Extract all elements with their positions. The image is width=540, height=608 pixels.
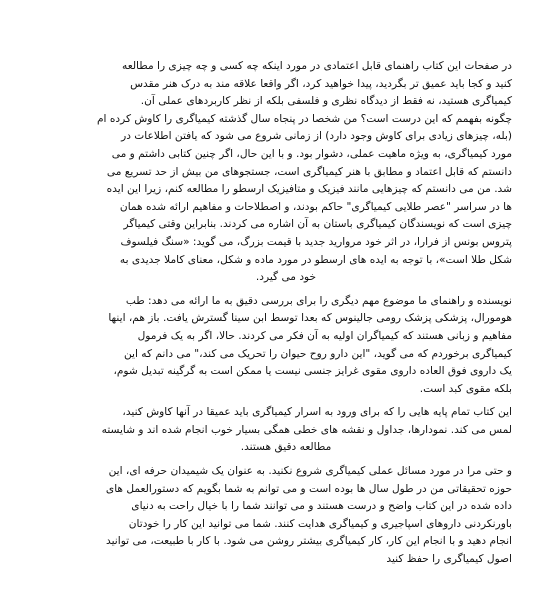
text-line: مطالعه دقیق هستند. bbox=[240, 441, 332, 454]
text-line: چگونه بفهمم که این درست است؟ من شخصا در پنجاه سال گذشته کیمیاگری را کاوش کرده ام bbox=[96, 112, 512, 125]
text-line: خود می گیرد. bbox=[255, 271, 317, 284]
text-line: باورنکردنی داروهای اسپاجیری و کیمیاگری هدایت کنند. شما می توانید این کار را خودتان bbox=[128, 517, 512, 530]
paragraph bbox=[60, 293, 512, 399]
text-line: کنید و کجا باید عمیق تر بگردید، پیدا خواهید کرد، اگر واقعا علاقه مند به درک هنر مقدس bbox=[130, 77, 512, 90]
text-line: در صفحات این کتاب راهنمای قابل اعتمادی در مورد اینکه چه کسی و چه چیزی را مطالعه bbox=[122, 60, 512, 72]
text-line: شد. من می دانستم که چیزهایی مانند فیزیک و متافیزیک ارسطو را مطالعه کنم، زیرا این ایده bbox=[106, 183, 512, 196]
paragraph bbox=[60, 463, 512, 569]
text-line: کیمیاگری هستید، نه فقط از دیدگاه نظری و فلسفی بلکه از نظر کاربردهای عملی آن. bbox=[140, 95, 512, 108]
paragraph bbox=[60, 404, 512, 457]
text-line: مورد کیمیاگری، به ویژه ماهیت عملی، دشوار بود. و با این حال، اگر چنین کتابی داشتم و می bbox=[111, 147, 512, 160]
text-line: اصول کیمیاگری را حفظ کنید bbox=[386, 553, 512, 566]
text-line: پتروس بونس از فرارا، در اثر خود مروارید جدید با قیمت بزرگ، می گوید: «سنگ فیلسوف bbox=[120, 235, 512, 248]
text-line: و حتی مرا در مورد مسائل عملی کیمیاگری شروع نکنید. به عنوان یک شیمیدان حرفه ای، این bbox=[108, 465, 512, 478]
text-line: حوزه تحقیقاتی من در طول سال ها بوده است و می توانم به شما بگویم که دستورالعمل های bbox=[105, 482, 512, 495]
paragraph bbox=[60, 58, 512, 287]
text-line: بلکه مقوی کبد است. bbox=[419, 382, 512, 395]
text-line: هومورال، پزشکی پزشک رومی جالینوس که بعدا توسط ابن سینا گسترش یافت. باز هم، اینها bbox=[108, 312, 512, 325]
text-line: یک داروی فوق العاده داروی مقوی غرایز جنسی نیست یا ممکن است به گرگینه تبدیل شوم، bbox=[113, 365, 512, 378]
text-line: ها در سراسر "عصر طلایی کیمیاگری" حاکم بودند، و اصطلاحات و مفاهیم ارائه شده همان bbox=[119, 200, 512, 213]
document-body bbox=[60, 58, 512, 575]
text-line: این کتاب تمام پایه هایی را که برای ورود به اسرار کیمیاگری باید عمیقا در آنها کاوش کنید، bbox=[122, 406, 512, 419]
text-line: مفاهیم و زبانی هستند که کیمیاگران اولیه به آن فکر می کردند. حالا، اگر به یک فرمول bbox=[137, 329, 512, 342]
text-line: شکل طلا است»، با توجه به ایده های ارسطو در مورد ماده و شکل، معنای کاملا جدیدی به bbox=[119, 253, 512, 266]
text-line: کیمیاگری برخوردم که می گوید، "این دارو روح حیوان را تحریک می کند،" می دانم که این bbox=[123, 347, 512, 360]
text-line: نویسنده و راهنمای ما موضوع مهم دیگری را برای بررسی دقیق به ما ارائه می دهد: طب bbox=[125, 294, 512, 307]
text-line: (بله، چیزهای زیادی برای کاوش وجود دارد) از زمانی شروع می شود که یافتن اطلاعات در bbox=[121, 130, 512, 143]
text-line: لمس می کند. نمودارها، جداول و نقشه های خطی همگی بسیار خوب انجام شده اند و شایسته bbox=[101, 423, 512, 436]
text-line: دانستم که قابل اعتماد و مطابق با هنر کیمیاگری است، جستجوهای من بیش از حد تسریع می bbox=[106, 165, 512, 178]
text-line: داده شده در این کتاب واضح و درست هستند و می توانند شما را با خیال راحت به دنیای bbox=[131, 500, 512, 513]
text-line: چیزی است که نویسندگان کیمیاگری باستان به آن اشاره می کردند. بنابراین وقتی کیمیاگر bbox=[123, 218, 512, 231]
text-line: انجام دهید و با انجام این کار، کار کیمیاگری بیشتر روشن می شود. با کار با طبیعت، می توانید bbox=[106, 535, 512, 548]
